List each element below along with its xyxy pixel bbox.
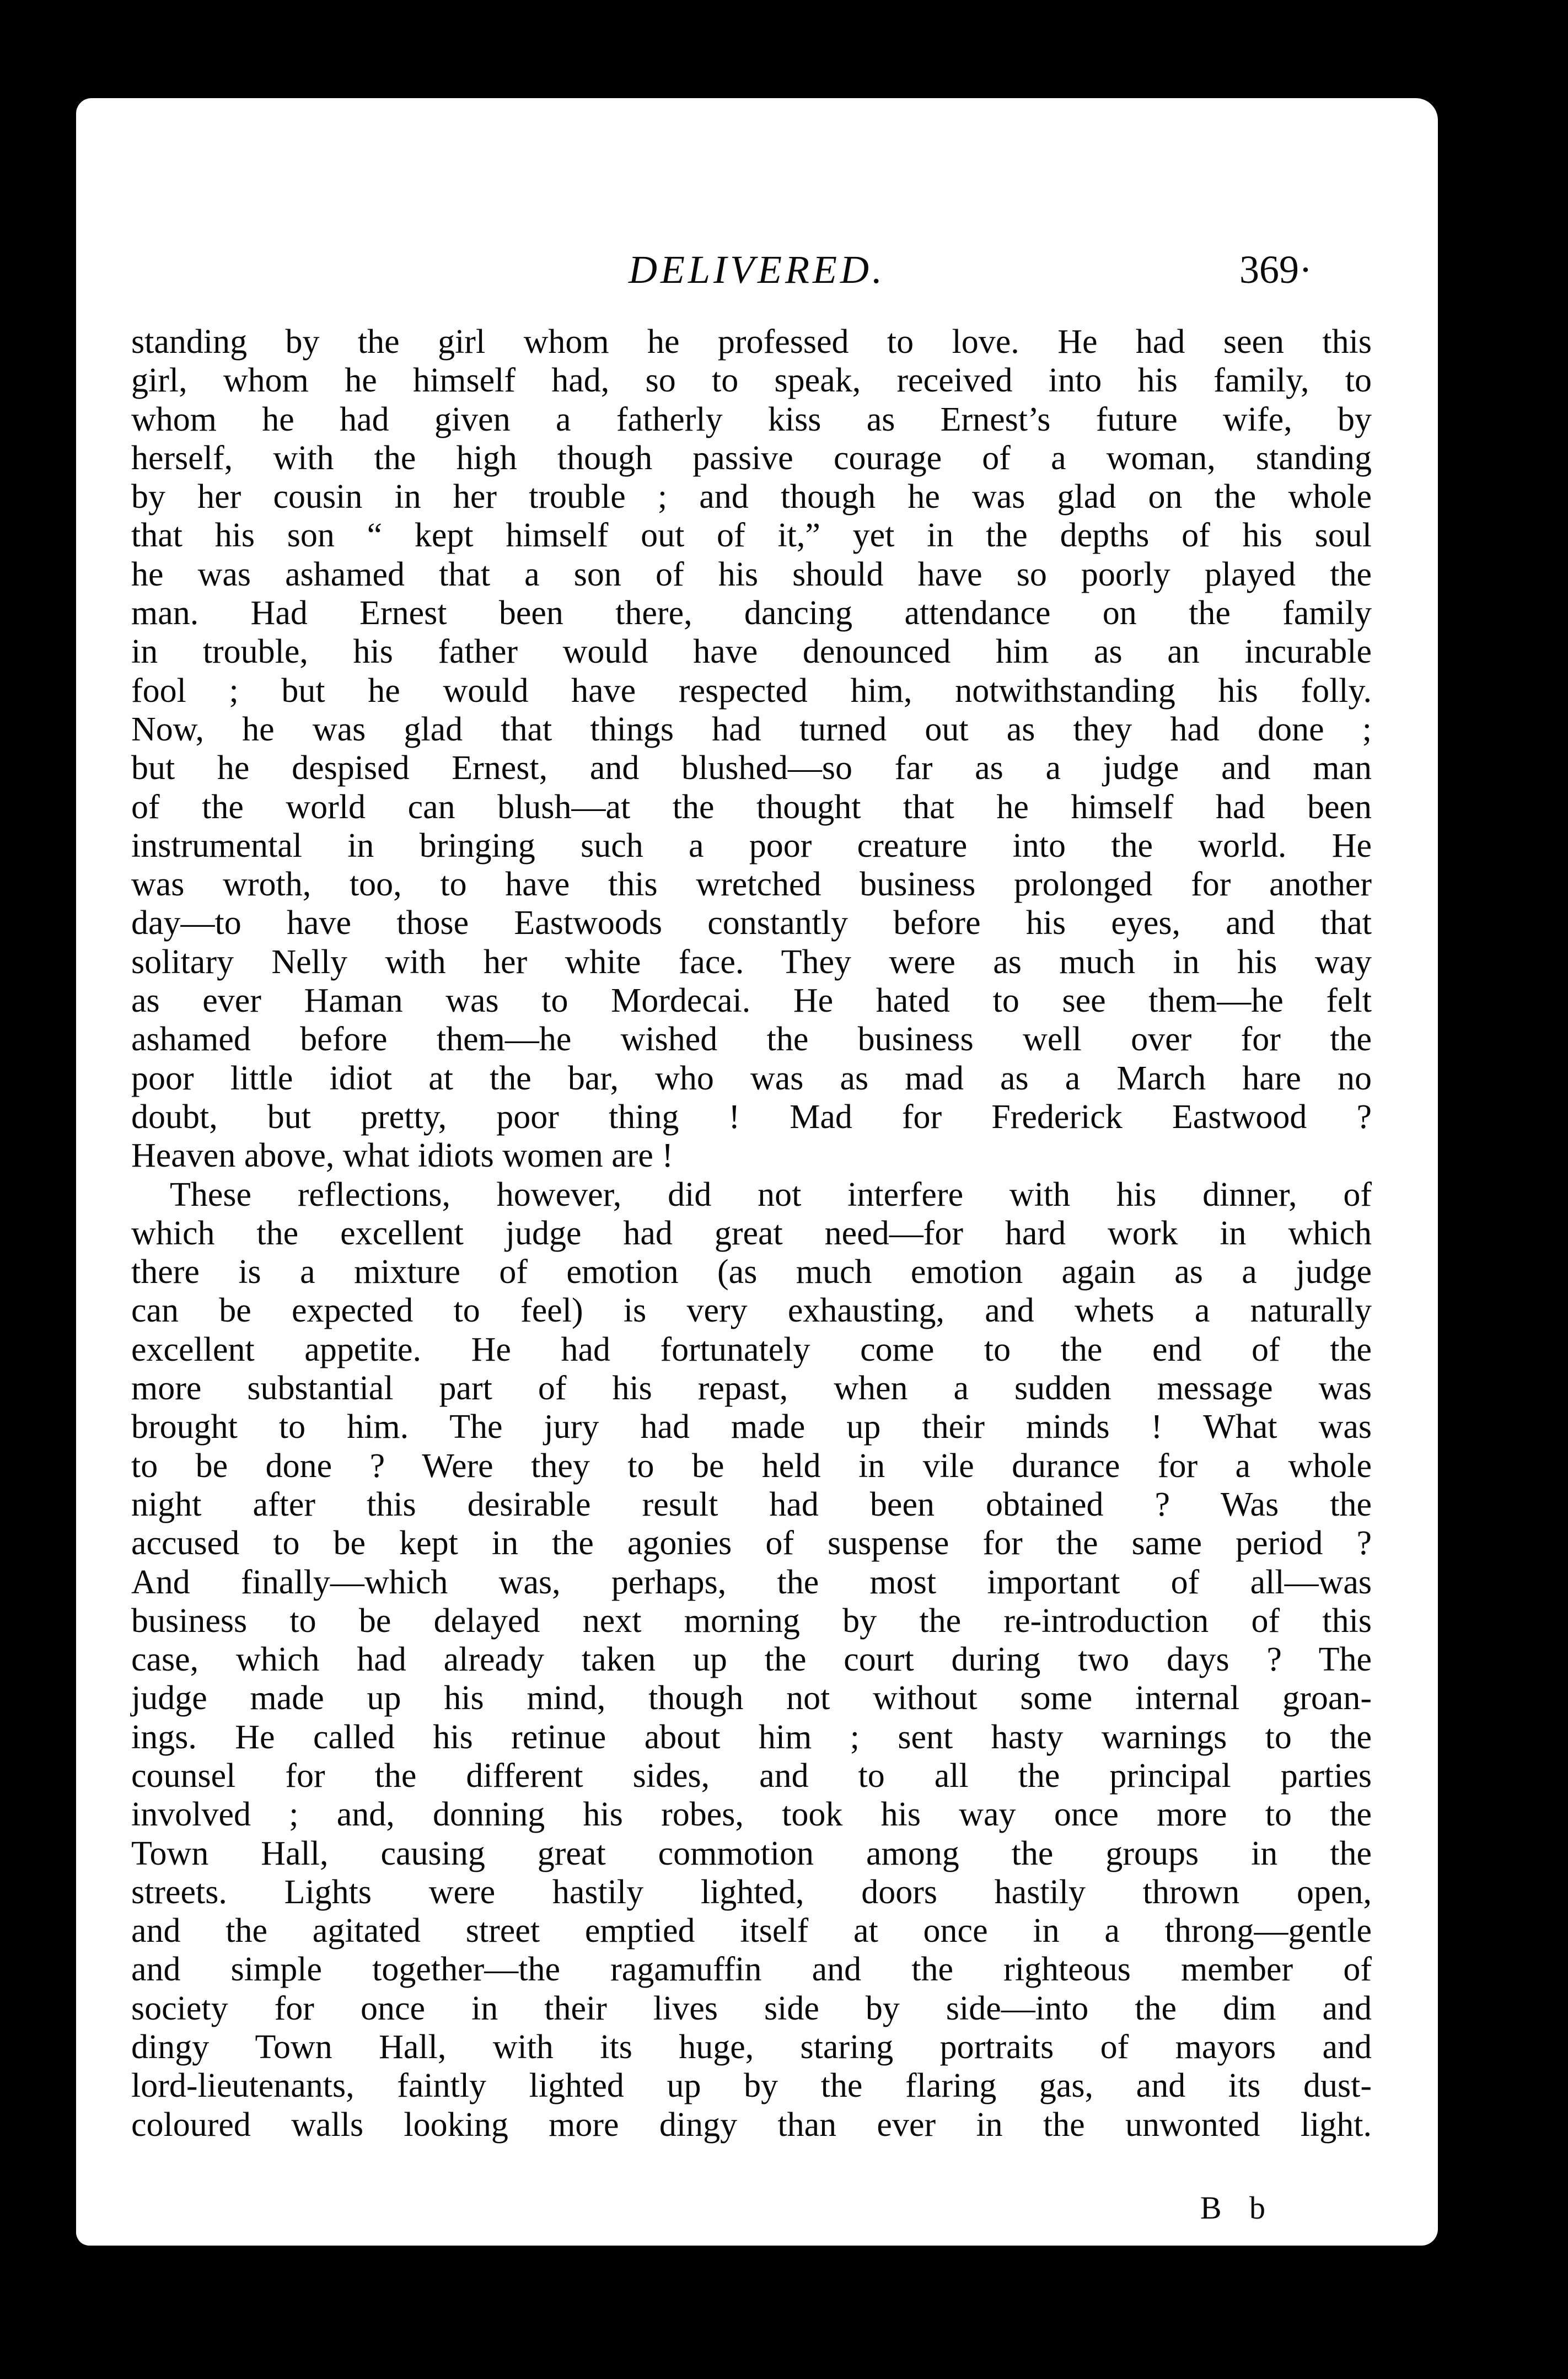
text-line: dingy Town Hall, with its huge, staring portraits of mayors and xyxy=(131,2028,1372,2066)
text-line: Now, he was glad that things had turned out as they had done ; xyxy=(131,710,1372,748)
text-line: case, which had already taken up the court during two days ? The xyxy=(131,1641,1372,1679)
text-line: standing by the girl whom he professed to love. He had seen this xyxy=(131,323,1372,361)
page-number: 369· xyxy=(1239,248,1312,292)
text-line: was wroth, too, to have this wretched business prolonged for another xyxy=(131,866,1372,904)
text-line: herself, with the high though passive courage of a woman, standing xyxy=(131,439,1372,477)
text-line: but he despised Ernest, and blushed—so far as a judge and man xyxy=(131,749,1372,787)
text-line: These reflections, however, did not interfere with his dinner, of xyxy=(170,1175,1372,1213)
text-line: society for once in their lives side by side—into the dim and xyxy=(131,1989,1372,2027)
text-line: fool ; but he would have respected him, notwithstanding his folly. xyxy=(131,672,1372,710)
text-line: which the excellent judge had great need—for hard work in which xyxy=(131,1214,1372,1252)
running-head xyxy=(76,247,1438,302)
running-title: DELIVERED. xyxy=(629,248,885,292)
body-text xyxy=(131,323,1372,2144)
text-line: there is a mixture of emotion (as much emotion again as a judge xyxy=(131,1253,1372,1291)
text-line: brought to him. The jury had made up their minds ! What was xyxy=(131,1408,1372,1446)
text-line: man. Had Ernest been there, dancing attendance on the family xyxy=(131,594,1372,632)
text-line: poor little idiot at the bar, who was as mad as a March hare no xyxy=(131,1059,1372,1097)
text-line: accused to be kept in the agonies of suspense for the same period ? xyxy=(131,1524,1372,1562)
text-line: Heaven above, what idiots women are ! xyxy=(131,1137,674,1175)
text-line: judge made up his mind, though not without some internal groan- xyxy=(131,1679,1372,1717)
text-line: as ever Haman was to Mordecai. He hated to see them—he felt xyxy=(131,982,1372,1020)
text-line: And finally—which was, perhaps, the most important of all—was xyxy=(131,1563,1372,1601)
text-line: girl, whom he himself had, so to speak, received into his family, to xyxy=(131,362,1372,400)
signature-mark: B b xyxy=(1200,2190,1275,2226)
text-line: counsel for the different sides, and to all the principal parties xyxy=(131,1757,1372,1795)
text-line: excellent appetite. He had fortunately come to the end of the xyxy=(131,1330,1372,1368)
text-line: ings. He called his retinue about him ; sent hasty warnings to the xyxy=(131,1718,1372,1756)
text-line: of the world can blush—at the thought that he himself had been xyxy=(131,788,1372,826)
text-line: that his son “ kept himself out of it,” yet in the depths of his soul xyxy=(131,517,1372,555)
text-line: in trouble, his father would have denounced him as an incurable xyxy=(131,633,1372,671)
text-line: streets. Lights were hastily lighted, doors hastily thrown open, xyxy=(131,1873,1372,1911)
text-line: by her cousin in her trouble ; and though he was glad on the whole xyxy=(131,478,1372,516)
book-page xyxy=(76,98,1438,2246)
text-line: business to be delayed next morning by the re-introduction of this xyxy=(131,1602,1372,1640)
text-line: night after this desirable result had been obtained ? Was the xyxy=(131,1485,1372,1523)
text-line: day—to have those Eastwoods constantly before his eyes, and that xyxy=(131,904,1372,942)
text-line: can be expected to feel) is very exhausting, and whets a naturally xyxy=(131,1292,1372,1330)
text-line: instrumental in bringing such a poor creature into the world. He xyxy=(131,826,1372,864)
text-line: solitary Nelly with her white face. They were as much in his way xyxy=(131,943,1372,981)
text-line: Town Hall, causing great commotion among the groups in the xyxy=(131,1834,1372,1872)
text-line: he was ashamed that a son of his should have so poorly played the xyxy=(131,555,1372,593)
text-line: and simple together—the ragamuffin and the righteous member of xyxy=(131,1951,1372,1989)
text-line: and the agitated street emptied itself at once in a throng—gentle xyxy=(131,1912,1372,1950)
text-line: to be done ? Were they to be held in vile durance for a whole xyxy=(131,1447,1372,1485)
text-line: ashamed before them—he wished the business well over for the xyxy=(131,1021,1372,1059)
text-line: lord-lieutenants, faintly lighted up by the flaring gas, and its dust- xyxy=(131,2067,1372,2105)
text-line: coloured walls looking more dingy than ever in the unwonted light. xyxy=(131,2106,1372,2144)
text-line: doubt, but pretty, poor thing ! Mad for Frederick Eastwood ? xyxy=(131,1098,1372,1136)
text-line: involved ; and, donning his robes, took his way once more to the xyxy=(131,1796,1372,1834)
text-line: more substantial part of his repast, when a sudden message was xyxy=(131,1370,1372,1408)
text-line: whom he had given a fatherly kiss as Ernest’s future wife, by xyxy=(131,400,1372,438)
